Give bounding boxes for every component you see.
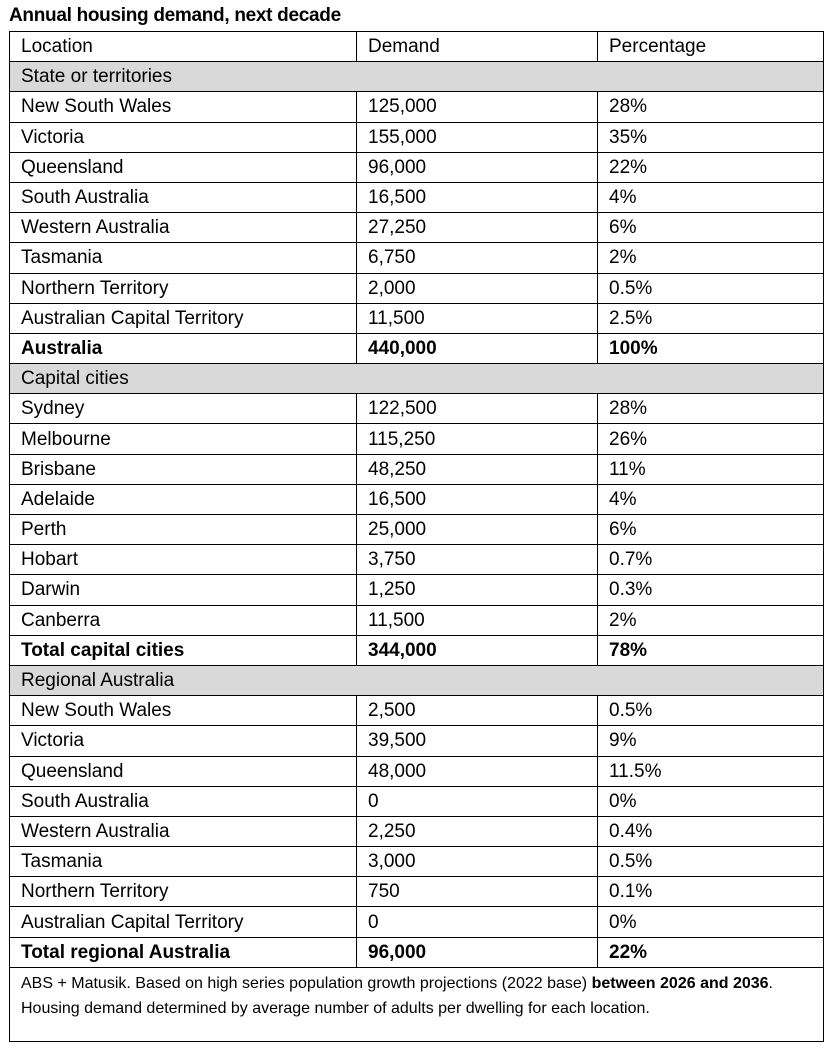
total-percentage-cell: 78%: [598, 635, 824, 665]
table-row: [10, 786, 824, 816]
table-row: [10, 424, 824, 454]
percentage-cell: 4%: [598, 182, 824, 212]
total-percentage-cell: 100%: [598, 333, 824, 363]
column-header-demand: Demand: [357, 32, 598, 62]
percentage-cell: 11.5%: [598, 756, 824, 786]
percentage-cell: 0%: [598, 907, 824, 937]
total-percentage-cell: 22%: [598, 937, 824, 967]
demand-cell: 11,500: [357, 303, 598, 333]
table-row: [10, 756, 824, 786]
table-row: [10, 213, 824, 243]
demand-cell: 27,250: [357, 213, 598, 243]
percentage-cell: 4%: [598, 484, 824, 514]
section-header-row: [10, 665, 824, 695]
header-row: [10, 32, 824, 62]
total-demand-cell: 440,000: [357, 333, 598, 363]
demand-cell: 115,250: [357, 424, 598, 454]
location-cell: Victoria: [10, 726, 357, 756]
percentage-cell: 0.5%: [598, 696, 824, 726]
table-title: Annual housing demand, next decade: [9, 5, 341, 26]
footnote: [10, 967, 824, 1041]
demand-cell: 3,750: [357, 545, 598, 575]
table-row: [10, 726, 824, 756]
section-heading: State or territories: [10, 62, 824, 92]
demand-cell: 1,250: [357, 575, 598, 605]
location-cell: South Australia: [10, 182, 357, 212]
total-location-cell: Australia: [10, 333, 357, 363]
demand-cell: 125,000: [357, 92, 598, 122]
table-row: [10, 243, 824, 273]
location-cell: Adelaide: [10, 484, 357, 514]
demand-cell: 2,250: [357, 816, 598, 846]
total-demand-cell: 344,000: [357, 635, 598, 665]
table-row: [10, 696, 824, 726]
location-cell: Australian Capital Territory: [10, 303, 357, 333]
percentage-cell: 0.4%: [598, 816, 824, 846]
table-row: [10, 152, 824, 182]
demand-cell: 16,500: [357, 182, 598, 212]
percentage-cell: 0.3%: [598, 575, 824, 605]
section-header-row: [10, 62, 824, 92]
section-heading: Regional Australia: [10, 665, 824, 695]
total-row: [10, 937, 824, 967]
demand-cell: 750: [357, 877, 598, 907]
table-row: [10, 484, 824, 514]
table-row: [10, 847, 824, 877]
location-cell: New South Wales: [10, 92, 357, 122]
demand-cell: 2,000: [357, 273, 598, 303]
footnote-text-end: . Housing demand determined by average number of adults per dwelling for each location.: [21, 974, 773, 1017]
percentage-cell: 6%: [598, 213, 824, 243]
demand-cell: 96,000: [357, 152, 598, 182]
percentage-cell: 6%: [598, 515, 824, 545]
location-cell: Melbourne: [10, 424, 357, 454]
location-cell: South Australia: [10, 786, 357, 816]
percentage-cell: 0%: [598, 786, 824, 816]
location-cell: Canberra: [10, 605, 357, 635]
total-demand-cell: 96,000: [357, 937, 598, 967]
footnote-text: ABS + Matusik. Based on high series population growth projections (2022 base): [21, 974, 592, 992]
housing-demand-table: [9, 31, 824, 1042]
percentage-cell: 0.1%: [598, 877, 824, 907]
location-cell: Perth: [10, 515, 357, 545]
percentage-cell: 22%: [598, 152, 824, 182]
footnote-bold-text: between 2026 and 2036: [591, 974, 769, 992]
table-row: [10, 877, 824, 907]
table-row: [10, 575, 824, 605]
demand-cell: 48,250: [357, 454, 598, 484]
percentage-cell: 28%: [598, 394, 824, 424]
table-row: [10, 273, 824, 303]
location-cell: New South Wales: [10, 696, 357, 726]
location-cell: Brisbane: [10, 454, 357, 484]
table-row: [10, 394, 824, 424]
percentage-cell: 0.5%: [598, 847, 824, 877]
footnote-row: [10, 967, 824, 1041]
location-cell: Sydney: [10, 394, 357, 424]
demand-cell: 16,500: [357, 484, 598, 514]
table-row: [10, 454, 824, 484]
demand-cell: 2,500: [357, 696, 598, 726]
demand-cell: 0: [357, 786, 598, 816]
demand-cell: 155,000: [357, 122, 598, 152]
table-row: [10, 816, 824, 846]
location-cell: Hobart: [10, 545, 357, 575]
table-row: [10, 515, 824, 545]
percentage-cell: 26%: [598, 424, 824, 454]
percentage-cell: 9%: [598, 726, 824, 756]
table-row: [10, 605, 824, 635]
table-row: [10, 92, 824, 122]
total-location-cell: Total capital cities: [10, 635, 357, 665]
location-cell: Northern Territory: [10, 877, 357, 907]
demand-cell: 11,500: [357, 605, 598, 635]
table-row: [10, 907, 824, 937]
percentage-cell: 0.7%: [598, 545, 824, 575]
section-heading: Capital cities: [10, 364, 824, 394]
location-cell: Darwin: [10, 575, 357, 605]
total-row: [10, 635, 824, 665]
location-cell: Queensland: [10, 152, 357, 182]
percentage-cell: 11%: [598, 454, 824, 484]
table-row: [10, 182, 824, 212]
table-body: [10, 32, 824, 968]
demand-cell: 122,500: [357, 394, 598, 424]
total-row: [10, 333, 824, 363]
column-header-percentage: Percentage: [598, 32, 824, 62]
table-row: [10, 122, 824, 152]
percentage-cell: 2%: [598, 243, 824, 273]
location-cell: Australian Capital Territory: [10, 907, 357, 937]
table-row: [10, 303, 824, 333]
section-header-row: [10, 364, 824, 394]
location-cell: Queensland: [10, 756, 357, 786]
location-cell: Tasmania: [10, 847, 357, 877]
location-cell: Western Australia: [10, 213, 357, 243]
location-cell: Tasmania: [10, 243, 357, 273]
demand-cell: 25,000: [357, 515, 598, 545]
column-header-location: Location: [10, 32, 357, 62]
percentage-cell: 0.5%: [598, 273, 824, 303]
demand-cell: 0: [357, 907, 598, 937]
percentage-cell: 35%: [598, 122, 824, 152]
location-cell: Victoria: [10, 122, 357, 152]
demand-cell: 3,000: [357, 847, 598, 877]
table-row: [10, 545, 824, 575]
demand-cell: 39,500: [357, 726, 598, 756]
percentage-cell: 28%: [598, 92, 824, 122]
location-cell: Western Australia: [10, 816, 357, 846]
percentage-cell: 2%: [598, 605, 824, 635]
demand-cell: 6,750: [357, 243, 598, 273]
percentage-cell: 2.5%: [598, 303, 824, 333]
total-location-cell: Total regional Australia: [10, 937, 357, 967]
location-cell: Northern Territory: [10, 273, 357, 303]
demand-cell: 48,000: [357, 756, 598, 786]
